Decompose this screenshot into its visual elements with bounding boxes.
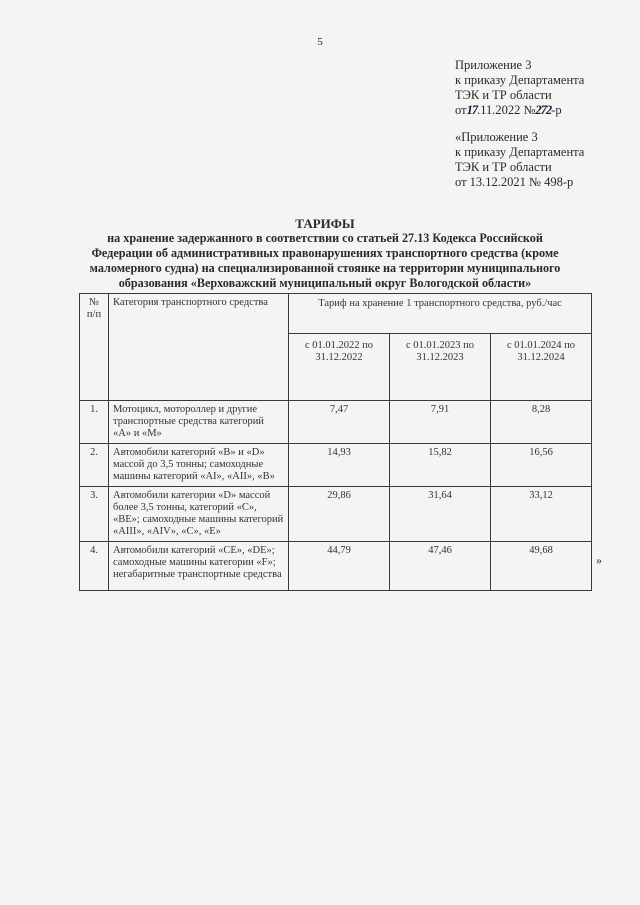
row-value-2022: 44,79 xyxy=(289,542,390,591)
row-value-2024: 8,28 xyxy=(491,401,592,444)
tariff-table xyxy=(79,293,592,591)
table-row xyxy=(80,542,592,591)
table-row xyxy=(80,401,592,444)
handwritten-day: 17 xyxy=(466,103,478,117)
row-category: Автомобили категорий «СЕ», «DE»; самоходные машины категории «F»; негабаритные транспортные средства xyxy=(109,542,289,591)
row-value-2023: 15,82 xyxy=(390,444,491,487)
header-period-2022: с 01.01.2022 по 31.12.2022 xyxy=(289,334,390,401)
table-row xyxy=(80,444,592,487)
header-period-2024: с 01.01.2024 по 31.12.2024 xyxy=(491,334,592,401)
appendix-title: Приложение 3 xyxy=(455,58,532,72)
row-category: Автомобили категории «D» массой более 3,5 тонны, категорий «С», «ВЕ»; самоходные машины категорий «AIII», «AIV», «С», «Е» xyxy=(109,487,289,542)
order-suffix: -р xyxy=(551,103,562,117)
date-prefix: от xyxy=(455,103,467,117)
header-number: № п/п xyxy=(80,294,109,401)
title-line-1: на хранение задержанного в соответствии со статьей 27.13 Кодекса Российской xyxy=(107,231,543,245)
document-title xyxy=(60,216,590,291)
row-value-2024: 49,68 xyxy=(491,542,592,591)
table-header-row xyxy=(80,294,592,334)
date-rest: .11.2022 № xyxy=(477,103,536,117)
title-line-4: образования «Верховажский муниципальный округ Вологодской области» xyxy=(118,276,532,290)
title-line-3: маломерного судна) на специализированной стоянке на территории муниципального xyxy=(89,261,561,275)
title-main: ТАРИФЫ xyxy=(295,216,355,231)
row-number: 1. xyxy=(80,401,109,444)
closing-quote: » xyxy=(596,553,602,567)
row-number: 2. xyxy=(80,444,109,487)
row-value-2022: 14,93 xyxy=(289,444,390,487)
header-category: Категория транспортного средства xyxy=(109,294,289,401)
header-period-2023: с 01.01.2023 по 31.12.2023 xyxy=(390,334,491,401)
previous-appendix-date: от 13.12.2021 № 498-р xyxy=(455,175,574,189)
row-value-2024: 33,12 xyxy=(491,487,592,542)
row-number: 4. xyxy=(80,542,109,591)
row-category: Автомобили категорий «В» и «D» массой до 3,5 тонны; самоходные машины категорий «AI», «AII», «В» xyxy=(109,444,289,487)
page-number: 5 xyxy=(317,36,323,48)
row-value-2023: 47,46 xyxy=(390,542,491,591)
appendix-header xyxy=(455,58,584,118)
appendix-order-ref: к приказу Департамента xyxy=(455,73,585,87)
appendix-department: ТЭК и ТР области xyxy=(455,88,552,102)
row-value-2024: 16,56 xyxy=(491,444,592,487)
row-value-2023: 7,91 xyxy=(390,401,491,444)
table-row xyxy=(80,487,592,542)
previous-appendix-order-ref: к приказу Департамента xyxy=(455,145,585,159)
previous-appendix-department: ТЭК и ТР области xyxy=(455,160,552,174)
previous-appendix-header xyxy=(455,130,584,190)
previous-appendix-title: «Приложение 3 xyxy=(455,130,538,144)
row-number: 3. xyxy=(80,487,109,542)
row-value-2023: 31,64 xyxy=(390,487,491,542)
handwritten-order-number: 272 xyxy=(535,103,552,117)
header-tariff: Тариф на хранение 1 транспортного средства, руб./час xyxy=(289,294,592,334)
row-value-2022: 29,86 xyxy=(289,487,390,542)
appendix-date-line xyxy=(455,103,584,118)
row-category: Мотоцикл, мотороллер и другие транспортные средства категорий «А» и «М» xyxy=(109,401,289,444)
title-line-2: Федерации об административных правонарушениях транспортного средства (кроме xyxy=(91,246,559,260)
row-value-2022: 7,47 xyxy=(289,401,390,444)
